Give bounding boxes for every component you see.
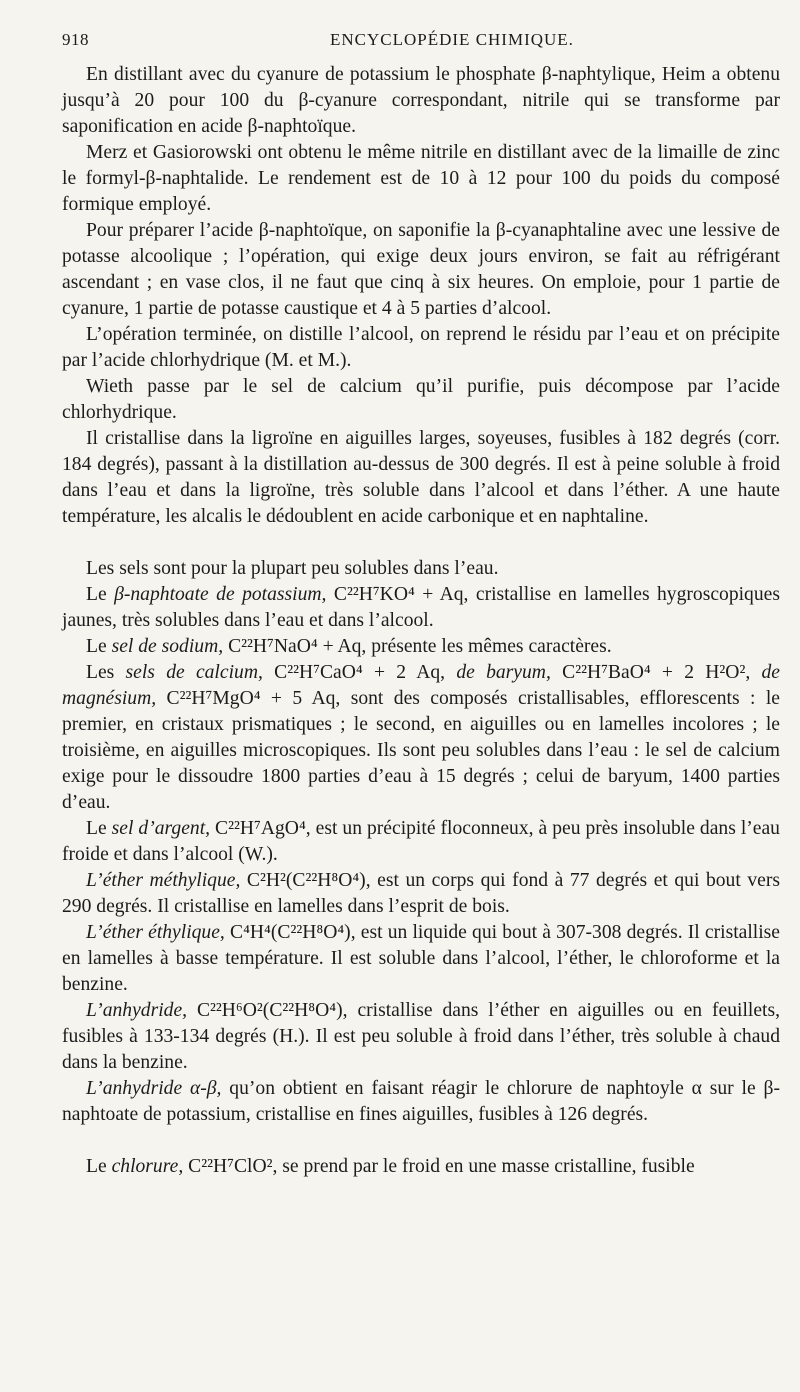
paragraph: Les sels sont pour la plupart peu solubles dans l’eau. bbox=[86, 558, 499, 579]
formula: C²²H⁷CaO⁴ + 2 Aq, bbox=[274, 662, 446, 683]
formula: C²²H⁷BaO⁴ + 2 H²O², bbox=[562, 662, 751, 683]
compound-name: sel de sodium, bbox=[111, 636, 224, 657]
compound-name: L’anhydride α-β, bbox=[86, 1078, 222, 1099]
text: cristallise dans l’éther en aiguilles ou en feuillets, fusibles à 133-134 degrés (H.). Il est peu soluble à froid dans l’éther, très soluble à chaud dans la benzine. bbox=[62, 1000, 780, 1073]
compound-name: de magnésium, bbox=[62, 662, 780, 709]
paragraph bbox=[62, 868, 780, 920]
paragraph bbox=[62, 920, 780, 998]
text: est un précipité floconneux, à peu près insoluble dans l’eau froide et dans l’alcool (W.). bbox=[62, 818, 780, 865]
formula: C²²H⁷ClO², bbox=[188, 1156, 278, 1177]
text: se prend par le froid en une masse cristalline, fusible bbox=[277, 1156, 695, 1177]
formula: C²H²(C²²H⁸O⁴), bbox=[246, 870, 371, 891]
page-body bbox=[62, 62, 780, 1180]
paragraph: L’opération terminée, on distille l’alcool, on reprend le résidu par l’eau et on précipite par l’acide chlorhydrique (M. et M.). bbox=[62, 324, 780, 371]
paragraph bbox=[62, 634, 780, 660]
paragraph bbox=[62, 1154, 780, 1180]
formula: C²²H⁷MgO⁴ + 5 Aq, bbox=[166, 688, 341, 709]
compound-name: L’éther méthylique, bbox=[86, 870, 241, 891]
paragraph: Wieth passe par le sel de calcium qu’il purifie, puis décompose par l’acide chlorhydrique. bbox=[62, 376, 780, 423]
compound-name: L’éther éthylique, bbox=[86, 922, 225, 943]
text: qu’on obtient en faisant réagir le chlorure de naphtoyle α sur le β-naphtoate de potassium, cristallise en fines aiguilles, fusibles à 126 degrés. bbox=[62, 1078, 780, 1125]
text: Le bbox=[86, 1156, 112, 1177]
text: est un liquide qui bout à 307-308 degrés. Il cristallise en lamelles à basse température. Il est soluble dans l’alcool, l’éther, le chloroforme et la benzine. bbox=[62, 922, 780, 995]
compound-name: L’anhydride, bbox=[86, 1000, 188, 1021]
formula: C²²H⁷AgO⁴, bbox=[215, 818, 311, 839]
compound-name: sel d’argent, bbox=[111, 818, 211, 839]
paragraph bbox=[62, 998, 780, 1076]
compound-name: β-naphtoate de potassium, bbox=[114, 584, 327, 605]
text: cristallise en lamelles hygroscopiques jaunes, très solubles dans l’eau et dans l’alcool. bbox=[62, 584, 780, 631]
text: Les bbox=[86, 662, 126, 683]
compound-name: de baryum, bbox=[456, 662, 551, 683]
paragraph: Pour préparer l’acide β-naphtoïque, on saponifie la β-cyanaphtaline avec une lessive de potasse alcoolique ; l’opération, qui exige deux jours environ, se fait au réfrigérant ascendant ; en vase clos, il ne faut que cinq à six heures. On emploie, pour 1 partie de cyanure, 1 partie de potasse caustique et 4 à 5 parties d’alcool. bbox=[62, 220, 780, 319]
text: Le bbox=[86, 584, 115, 605]
compound-name: chlorure, bbox=[111, 1156, 184, 1177]
formula: C²²H⁷NaO⁴ + Aq, bbox=[228, 636, 367, 657]
page-number: 918 bbox=[62, 30, 89, 49]
paragraph: En distillant avec du cyanure de potassium le phosphate β-naphtylique, Heim a obtenu jusqu’à 20 pour 100 du β-cyanure correspondant, nitrile qui se transforme par saponification en acide β-naphtoïque. bbox=[62, 64, 780, 137]
running-title: ENCYCLOPÉDIE CHIMIQUE. bbox=[330, 30, 574, 49]
text: Le bbox=[86, 636, 112, 657]
compound-name: sels de calcium, bbox=[125, 662, 263, 683]
paragraph bbox=[62, 816, 780, 868]
paragraph: Merz et Gasiorowski ont obtenu le même nitrile en distillant avec de la limaille de zinc le formyl-β-naphtalide. Le rendement est de 10 à 12 pour 100 du poids du composé formique employé. bbox=[62, 142, 780, 215]
paragraph bbox=[62, 582, 780, 634]
paragraph: Il cristallise dans la ligroïne en aiguilles larges, soyeuses, fusibles à 182 degrés (corr. 184 degrés), passant à la distillation au-dessus de 300 degrés. Il est à peine soluble à froid dans l’eau et dans la ligroïne, très soluble dans l’alcool et dans l’éther. A une haute température, les alcalis le dédoublent en acide carbonique et en naphtaline. bbox=[62, 428, 780, 527]
text: présente les mêmes caractères. bbox=[366, 636, 612, 657]
formula: C²²H⁷KO⁴ + Aq, bbox=[333, 584, 469, 605]
paragraph bbox=[62, 1076, 780, 1128]
formula: C⁴H⁴(C²²H⁸O⁴), bbox=[230, 922, 356, 943]
text: sont des composés cristallisables, efflorescents : le premier, en cristaux prismatiques ; le second, en aiguilles ou en lamelles incolores ; le troisième, en aiguilles microscopiques. Ils sont peu solubles dans l’eau : le sel de calcium exige pour le dissoudre 1800 parties d’eau à 15 degrés ; celui de baryum, 1400 parties d’eau. bbox=[62, 688, 780, 813]
formula: C²²H⁶O²(C²²H⁸O⁴), bbox=[196, 1000, 348, 1021]
text: Le bbox=[86, 818, 112, 839]
paragraph bbox=[62, 660, 780, 816]
text: est un corps qui fond à 77 degrés et qui bout vers 290 degrés. Il cristallise en lamelles dans l’esprit de bois. bbox=[62, 870, 780, 917]
